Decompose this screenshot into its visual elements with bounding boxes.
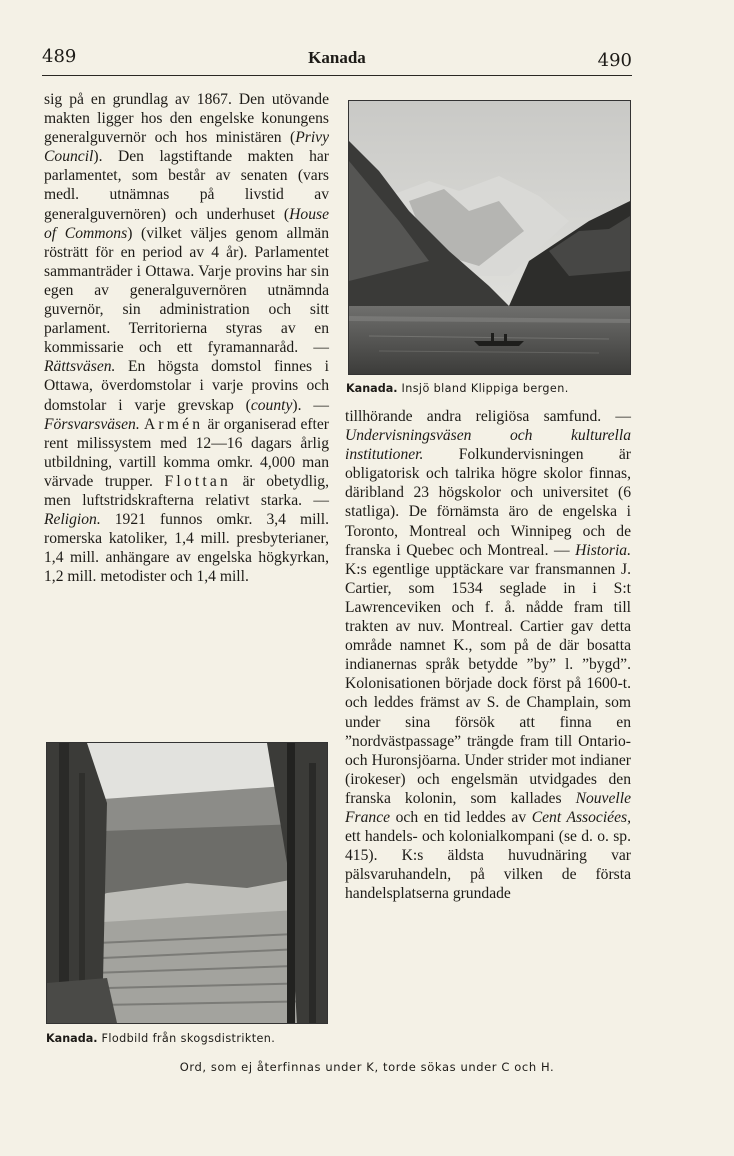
- text-run: är organiserad efter rent milissystem med 12—16 dagars årlig utbildning, vartill komma omkr. 4,000 man värvade trupper.: [44, 415, 330, 490]
- lake-caption: [346, 382, 569, 395]
- text-run: ). Den lagstiftande makten har parlamentet, som består av senaten (vars medl. utnämnas på livstid av generalguvernören) och underhuset (: [44, 148, 329, 223]
- text-run: är obetydlig, men luftstridskrafterna relativt starka. —: [44, 472, 329, 509]
- text-run: tillhörande andra religiösa samfund. —: [345, 408, 631, 425]
- term-nouvelle-france: Nouvelle France: [345, 789, 631, 826]
- right-column-text: [345, 407, 631, 903]
- lake-photo: [348, 100, 631, 375]
- forest-river-photo: [46, 742, 328, 1024]
- text-run: sig på en grundlag av 1867. Den utövande makten ligger hos den engelske konungens generalguvernör och hos ministären (: [44, 91, 329, 147]
- page-header: [42, 44, 632, 74]
- text-run: ) (vilket väljes genom allmän rösträtt för en period av 4 år). Parlamentet sammanträder i Ottawa. Varje provins har sin egen av generalguvernören utnämnda guvernör, sin administration och sitt parlament. Territorierna styras av en kommissarie och ett fyramannaråd. —: [44, 224, 329, 357]
- text-run: och en tid leddes av: [390, 808, 532, 826]
- section-forsvarsvasen: Försvarsväsen.: [44, 415, 140, 433]
- forest-river-illustration: [47, 743, 327, 1023]
- term-cent-associees: Cent Associées,: [531, 808, 631, 826]
- header-rule: [42, 75, 632, 76]
- term-county: county: [250, 396, 293, 414]
- text-run: 1921 funnos omkr. 3,4 mill. romerska katoliker, 1,4 mill. presbyterianer, 1,4 mill. anhängare av engelska högkyrkan, 1,2 mill. metodister och 1,4 mill.: [44, 511, 329, 586]
- text-run: ett handels- och kolonialkompani (se d. o. sp. 415). K:s äldsta huvudnäring var pälsvaruhandeln, på vilken de första handelsplatserna grundade: [345, 828, 631, 903]
- text-run: Folkundervisningen är obligatorisk och talrika högre skolor finnas, däribland 23 högskolor och universitet (6 statliga). De förnämsta äro de engelska i Toronto, Montreal och Winnipeg och de franska i Quebec och Montreal. —: [345, 446, 631, 559]
- right-paragraph: [345, 407, 631, 903]
- caption-text: Flodbild från skogsdistrikten.: [101, 1032, 276, 1045]
- lake-mountain-illustration: [349, 101, 630, 374]
- forest-caption: [46, 1032, 275, 1045]
- text-run: En högsta domstol finnes i Ottawa, överdomstolar i varje provins och domstolar i varje grevskap (: [44, 358, 329, 414]
- text-run: K:s egentlige upptäckare var fransmannen J. Cartier, som 1534 seglade in i S:t Lawrenceviken och f. å. nådde fram till trakten av nuv. Montreal. Cartier gav detta område namnet K., som på de där bosatta indianernas språk betydde ”by” l. ”bygd”. Kolonisationen började dock först på 1600-t. och leddes främst av S. de Champlain, som under sina försök att finna en ”nordvästpassage” trängde fram till Ontario- och Huronsjöarna. Under strider mot indianer (irokeser) och engelsmän utvidgades den franska kolonin, som kallades: [345, 560, 631, 807]
- left-paragraph: [44, 90, 329, 586]
- section-religion: Religion.: [44, 511, 101, 529]
- section-undervisning: Undervisningsväsen och kulturella institutioner.: [345, 427, 631, 464]
- caption-label: Kanada.: [346, 382, 398, 395]
- term-privy-council: Privy Council: [44, 129, 329, 166]
- section-historia: Historia.: [575, 541, 631, 559]
- page-number-right: 490: [597, 50, 632, 71]
- term-armen: Armén: [143, 415, 204, 433]
- page-footnote: Ord, som ej återfinnas under K, torde sökas under C och H.: [179, 1060, 555, 1074]
- term-flottan: Flottan: [164, 472, 232, 490]
- page-number-left: 489: [42, 46, 77, 67]
- caption-text: Insjö bland Klippiga bergen.: [401, 382, 569, 395]
- caption-label: Kanada.: [46, 1032, 98, 1045]
- running-title: Kanada: [308, 48, 366, 67]
- left-column-text: [44, 90, 329, 586]
- term-house-of-commons: House of Commons: [44, 205, 329, 242]
- canoe-shape: [474, 341, 524, 346]
- section-rattsvasen: Rättsväsen.: [44, 358, 116, 376]
- text-run: ). —: [292, 396, 329, 414]
